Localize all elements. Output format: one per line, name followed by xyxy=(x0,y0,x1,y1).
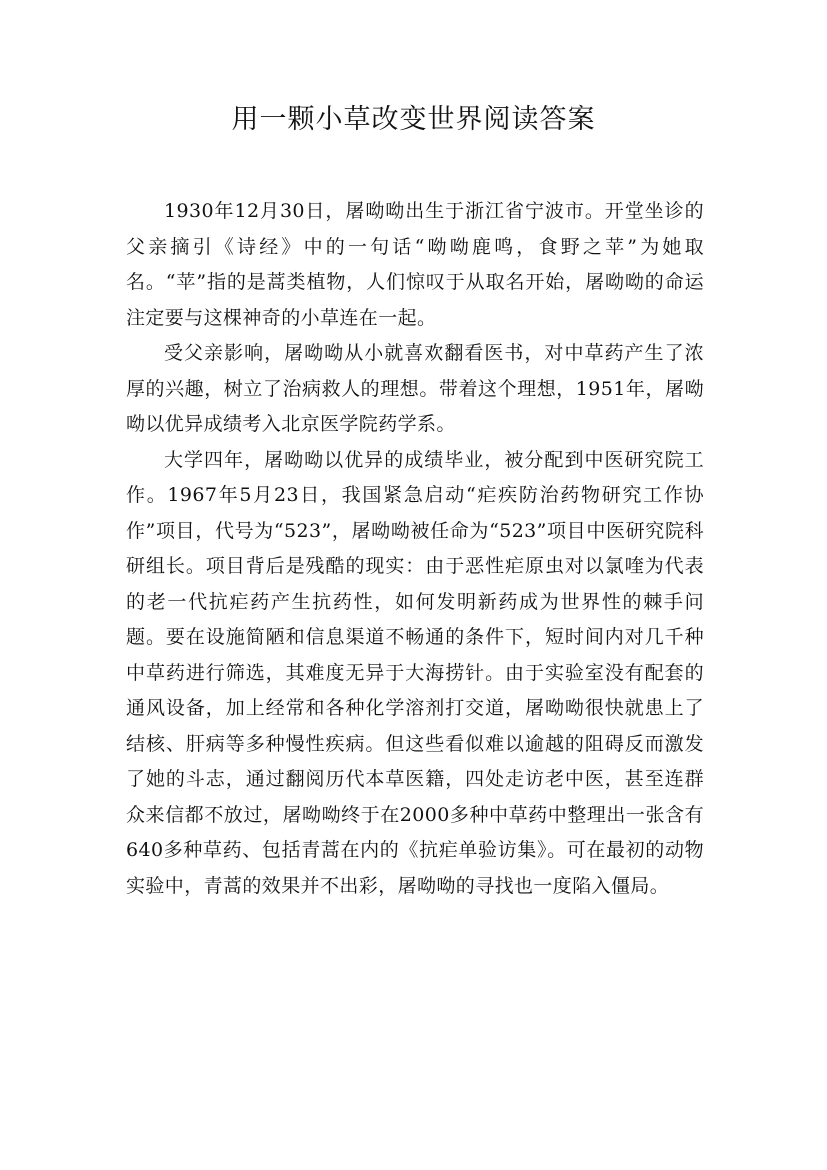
paragraph-3: 大学四年，屠呦呦以优异的成绩毕业，被分配到中医研究院工作。1967年5月23日，我国紧急启动“疟疾防治药物研究工作协作”项目，代号为“523”，屠呦呦被任命为“523”项目中医研究院科研组长。项目背后是残酷的现实：由于恶性疟原虫对以氯喹为代表的老一代抗疟药产生抗药性，如何发明新药成为世界性的棘手问题。要在设施简陋和信息渠道不畅通的条件下，短时间内对几千种中草药进行筛选，其难度无异于大海捞针。由于实验室没有配套的通风设备，加上经常和各种化学溶剂打交道，屠呦呦很快就患上了结核、肝病等多种慢性疾病。但这些看似难以逾越的阻碍反而激发了她的斗志，通过翻阅历代本草医籍，四处走访老中医，甚至连群众来信都不放过，屠呦呦终于在2000多种中草药中整理出一张含有640多种草药、包括青蒿在内的《抗疟单验访集》。可在最初的动物实验中，青蒿的效果并不出彩，屠呦呦的寻找也一度陷入僵局。 xyxy=(126,448,704,897)
paragraph-1: 1930年12月30日，屠呦呦出生于浙江省宁波市。开堂坐诊的父亲摘引《诗经》中的一句话“呦呦鹿鸣，食野之苹”为她取名。“苹”指的是蒿类植物，人们惊叹于从取名开始，屠呦呦的命运注定要与这棵神奇的小草连在一起。 xyxy=(126,200,704,329)
paragraph-2: 受父亲影响，屠呦呦从小就喜欢翻看医书，对中草药产生了浓厚的兴趣，树立了治病救人的理想。带着这个理想，1951年，屠呦呦以优异成绩考入北京医学院药学系。 xyxy=(126,342,704,435)
document-title: 用一颗小草改变世界阅读答案 xyxy=(231,104,596,135)
document-body xyxy=(126,194,704,904)
